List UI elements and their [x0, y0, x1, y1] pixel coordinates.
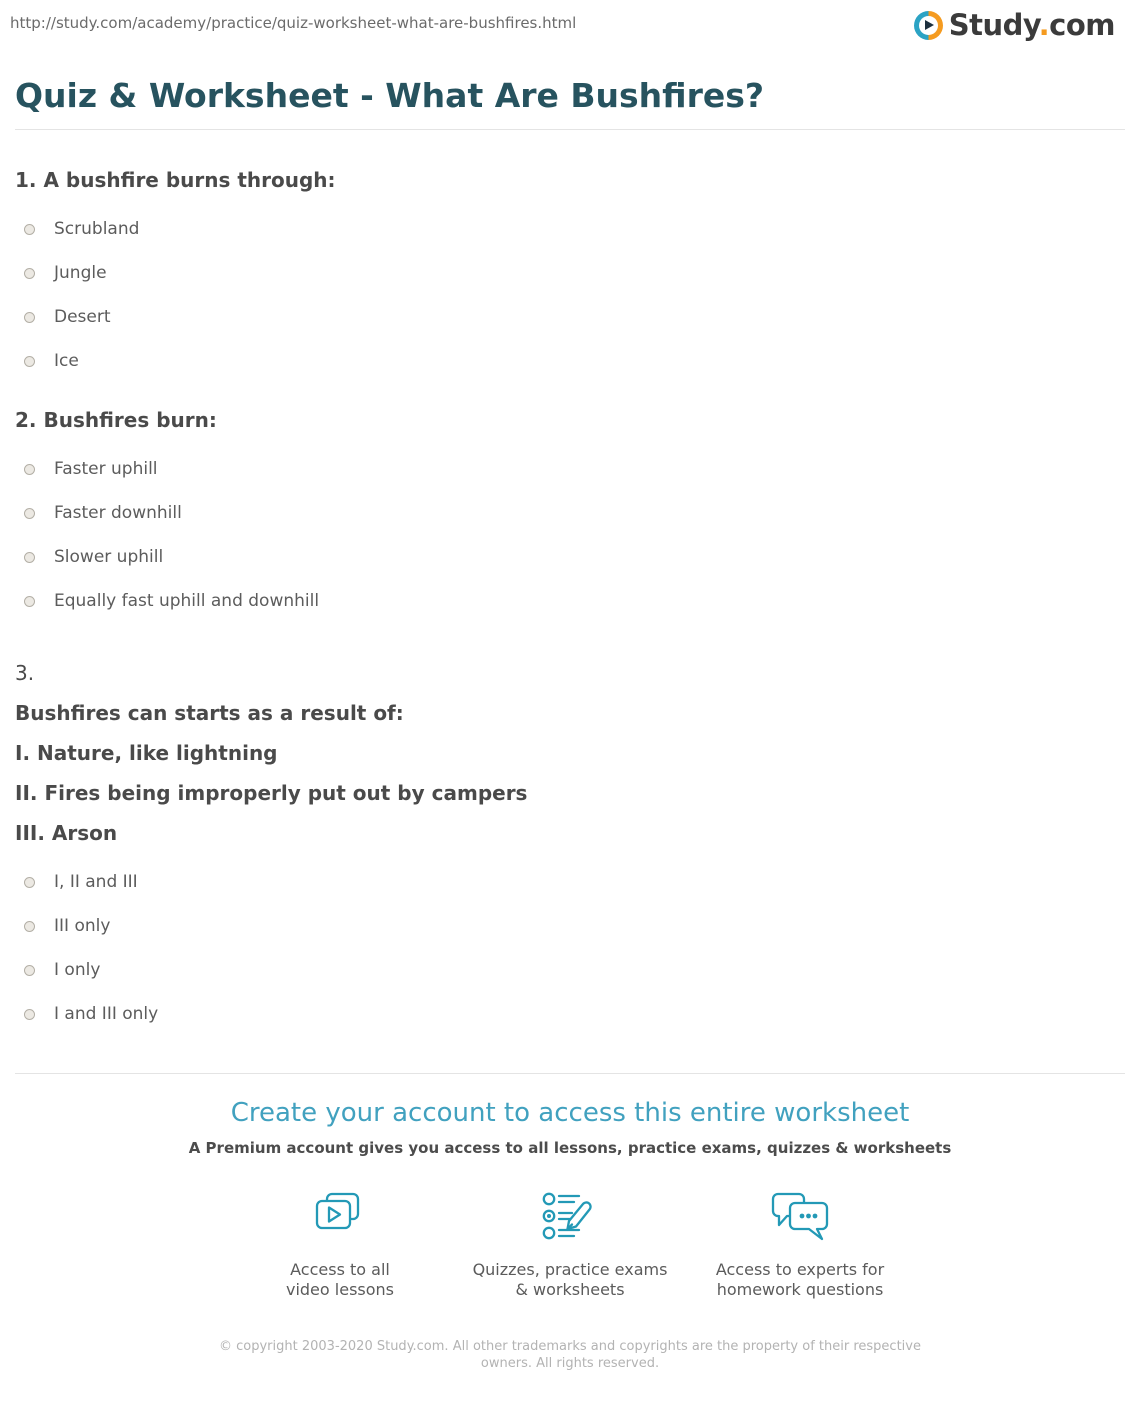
feature-video-lessons [225, 1190, 455, 1300]
question-subline: II. Fires being improperly put out by campers [15, 781, 528, 805]
create-account-section [0, 1097, 1140, 1300]
feature-label [225, 1260, 455, 1300]
studycom-logo[interactable] [914, 8, 1115, 42]
answer-option[interactable] [15, 460, 1125, 478]
logo-dot: . [1038, 8, 1050, 42]
create-account-link[interactable]: Create your account to access this entire worksheet [230, 1098, 910, 1128]
option-label[interactable]: I only [54, 960, 101, 980]
option-label[interactable]: I and III only [54, 1004, 159, 1024]
section-divider [15, 1073, 1125, 1074]
radio-button-icon[interactable] [24, 877, 35, 888]
quizzes-worksheets-icon [455, 1190, 685, 1250]
radio-button-icon[interactable] [24, 508, 35, 519]
answer-option[interactable] [15, 548, 1125, 566]
feature-label [455, 1260, 685, 1300]
option-label[interactable]: Faster downhill [54, 503, 182, 523]
option-label[interactable]: Equally fast uphill and downhill [54, 591, 320, 611]
feature-label-line1: Quizzes, practice exams [472, 1260, 668, 1279]
video-lessons-icon [225, 1190, 455, 1250]
question-text: 2. Bushfires burn: [15, 408, 217, 432]
chat-experts-icon [685, 1190, 915, 1250]
title-divider [15, 129, 1125, 130]
option-label[interactable]: Desert [54, 307, 111, 327]
answer-options [15, 873, 1125, 1023]
radio-button-icon[interactable] [24, 965, 35, 976]
option-label[interactable]: Scrubland [54, 219, 140, 239]
quiz-questions [0, 167, 1140, 1023]
answer-options [15, 460, 1125, 610]
feature-label [685, 1260, 915, 1300]
features-row [225, 1190, 915, 1300]
feature-quizzes-worksheets [455, 1190, 685, 1300]
radio-button-icon[interactable] [24, 312, 35, 323]
play-triangle-icon [925, 20, 934, 30]
logo-study-text: Study [948, 8, 1039, 42]
answer-option[interactable] [15, 1005, 1125, 1023]
answer-option[interactable] [15, 264, 1125, 282]
studycom-play-icon [914, 11, 943, 40]
radio-button-icon[interactable] [24, 268, 35, 279]
radio-button-icon[interactable] [24, 552, 35, 563]
question-text: 1. A bushfire burns through: [15, 168, 336, 192]
question-number: 3. [15, 661, 35, 685]
question-2 [15, 407, 1125, 610]
copyright-text: © copyright 2003-2020 Study.com. All other trademarks and copyrights are the property of their respective owners. All rights reserved. [219, 1339, 921, 1371]
option-label[interactable]: Jungle [54, 263, 107, 283]
logo-inner-circle [919, 16, 938, 35]
page-url: http://study.com/academy/practice/quiz-worksheet-what-are-bushfires.html [10, 14, 577, 32]
logo-com-text: com [1049, 8, 1115, 42]
feature-label-line2: video lessons [285, 1280, 394, 1299]
question-subline: III. Arson [15, 821, 118, 845]
answer-option[interactable] [15, 873, 1125, 891]
radio-button-icon[interactable] [24, 356, 35, 367]
radio-button-icon[interactable] [24, 596, 35, 607]
feature-label-line1: Access to all [290, 1260, 390, 1279]
answer-option[interactable] [15, 308, 1125, 326]
answer-option[interactable] [15, 592, 1125, 610]
feature-label-line1: Access to experts for [715, 1260, 885, 1279]
radio-button-icon[interactable] [24, 224, 35, 235]
page-title: Quiz & Worksheet - What Are Bushfires? [15, 76, 765, 115]
question-3 [15, 660, 1125, 1023]
option-label[interactable]: Faster uphill [54, 459, 158, 479]
option-label[interactable]: III only [54, 916, 111, 936]
feature-label-line2: homework questions [716, 1280, 884, 1299]
option-label[interactable]: Ice [54, 351, 79, 371]
radio-button-icon[interactable] [24, 464, 35, 475]
feature-chat-experts [685, 1190, 915, 1300]
answer-option[interactable] [15, 220, 1125, 238]
studycom-logo-text [949, 8, 1115, 42]
answer-option[interactable] [15, 352, 1125, 370]
question-text: Bushfires can starts as a result of: [15, 701, 404, 725]
answer-option[interactable] [15, 504, 1125, 522]
option-label[interactable]: I, II and III [54, 872, 138, 892]
feature-label-line2: & worksheets [515, 1280, 625, 1299]
option-label[interactable]: Slower uphill [54, 547, 164, 567]
answer-option[interactable] [15, 961, 1125, 979]
premium-subheading: A Premium account gives you access to all lessons, practice exams, quizzes & worksheets [188, 1139, 952, 1157]
answer-option[interactable] [15, 917, 1125, 935]
radio-button-icon[interactable] [24, 921, 35, 932]
answer-options [15, 220, 1125, 370]
radio-button-icon[interactable] [24, 1009, 35, 1020]
top-bar [0, 0, 1140, 52]
question-1 [15, 167, 1125, 370]
question-subline: I. Nature, like lightning [15, 741, 278, 765]
